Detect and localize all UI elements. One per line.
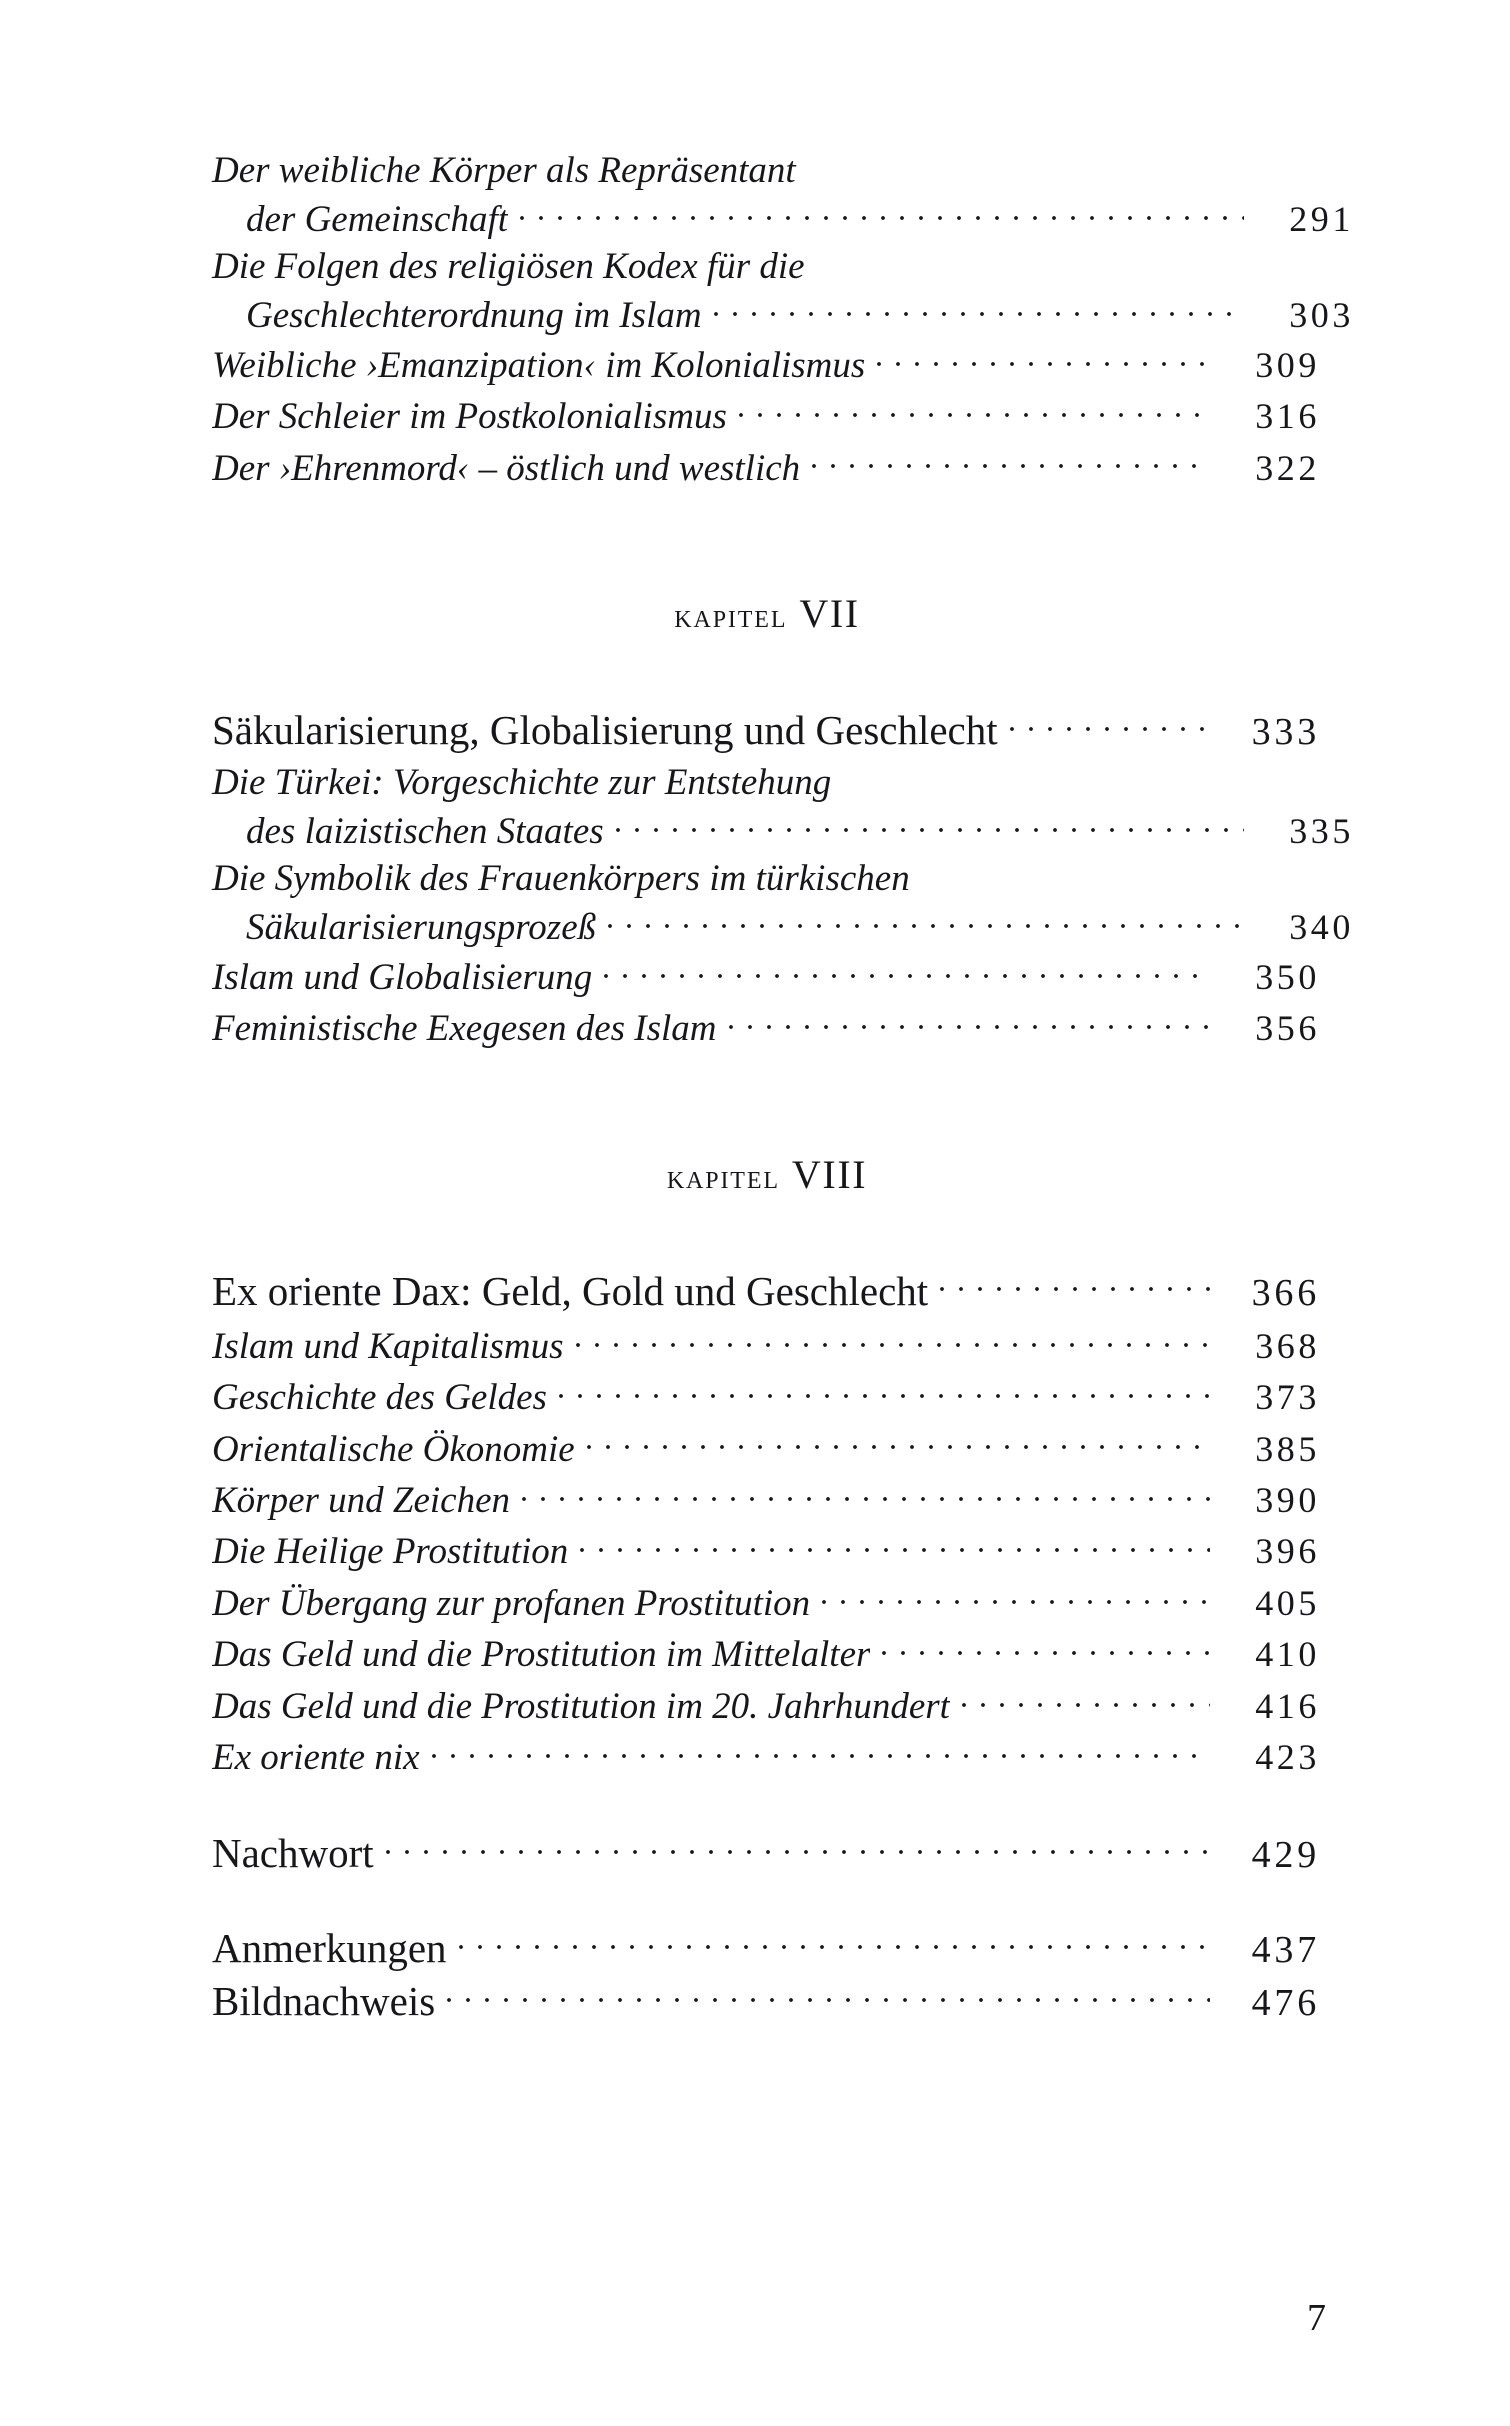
dot-leader — [386, 1826, 1210, 1867]
toc-entry-line: Islam und Kapitalismus — [212, 1325, 564, 1367]
toc-entry-line: Ex oriente Dax: Geld, Gold und Geschlecht — [212, 1267, 929, 1314]
chapter-heading-vii — [212, 590, 1322, 637]
dot-leader — [877, 340, 1210, 377]
toc-page-number: 416 — [1255, 1685, 1320, 1726]
toc-section-chapter-vi-continued — [212, 148, 1354, 492]
toc-entry — [212, 1475, 1322, 1524]
dot-leader — [559, 1372, 1210, 1409]
toc-entry-line: Das Geld und die Prostitution im Mittelalter — [212, 1634, 871, 1676]
toc-entry-line: Der Übergang zur profanen Prostitution — [212, 1582, 811, 1624]
toc-entry — [212, 760, 1354, 856]
dot-leader — [729, 1003, 1211, 1040]
toc-entry — [212, 1321, 1322, 1370]
toc-page-number: 333 — [1251, 710, 1320, 753]
toc-page-number: 385 — [1255, 1428, 1320, 1469]
toc-entry — [212, 443, 1322, 492]
toc-page-number: 322 — [1255, 447, 1320, 488]
toc-entry — [212, 952, 1322, 1001]
toc-page-number: 396 — [1255, 1531, 1320, 1572]
toc-page-number: 368 — [1255, 1325, 1320, 1366]
dot-leader — [520, 194, 1244, 231]
toc-page-number: 410 — [1255, 1634, 1320, 1675]
toc-entry-line: Die Folgen des religiösen Kodex für die — [212, 245, 805, 287]
dot-leader — [962, 1681, 1210, 1718]
toc-entry — [212, 244, 1354, 340]
dot-leader — [714, 290, 1244, 327]
toc-page-number: 437 — [1251, 1928, 1320, 1971]
toc-entry-line: des laizistischen Staates — [246, 811, 604, 853]
toc-entry — [212, 1526, 1322, 1575]
toc-entry — [212, 1681, 1322, 1730]
toc-entry-line: Geschichte des Geldes — [212, 1377, 547, 1419]
toc-entry-nachwort — [212, 1826, 1322, 1879]
toc-entry — [212, 340, 1322, 389]
toc-page-number: 476 — [1251, 1981, 1320, 2024]
chapter-heading-viii — [212, 1151, 1322, 1198]
toc-entry-line: Das Geld und die Prostitution im 20. Jahrhundert — [212, 1685, 950, 1727]
toc-entry-line: Ex oriente nix — [212, 1737, 420, 1779]
toc-page-number: 335 — [1289, 811, 1354, 852]
toc-entry-line: Die Türkei: Vorgeschichte zur Entstehung — [212, 762, 832, 804]
dot-leader — [608, 902, 1244, 939]
toc-entry — [212, 1732, 1322, 1781]
spacer — [212, 494, 1322, 590]
toc-entry-line: Säkularisierungsprozeß — [246, 907, 597, 949]
toc-page-number: 340 — [1289, 907, 1354, 948]
dot-leader — [1010, 703, 1210, 744]
dot-leader — [822, 1578, 1210, 1615]
toc-chapter-title-entry — [212, 703, 1322, 756]
dot-leader — [447, 1974, 1210, 2015]
toc-content — [212, 148, 1354, 2027]
toc-entry-line: Der ›Ehrenmord‹ – östlich und westlich — [212, 447, 801, 489]
toc-entry-line: Säkularisierung, Globalisierung und Geschlecht — [212, 706, 998, 753]
toc-page-number: 350 — [1255, 956, 1320, 997]
dot-leader — [940, 1264, 1210, 1305]
toc-entry-line: Der Schleier im Postkolonialismus — [212, 396, 727, 438]
toc-entry — [212, 856, 1354, 952]
chapter-heading-word: kapitel — [666, 1158, 780, 1196]
toc-entry — [212, 391, 1322, 440]
spacer — [212, 1784, 1322, 1826]
chapter-heading-numeral: VII — [799, 590, 860, 636]
toc-entry — [212, 1372, 1322, 1421]
dot-leader — [616, 806, 1244, 843]
toc-entry-anmerkungen — [212, 1921, 1322, 1974]
toc-entry — [212, 1003, 1322, 1052]
toc-page-number: 405 — [1255, 1582, 1320, 1623]
toc-entry-bildnachweis — [212, 1974, 1322, 2027]
toc-entry-line: der Gemeinschaft — [246, 199, 509, 241]
dot-leader — [580, 1526, 1210, 1563]
spacer — [212, 1879, 1322, 1921]
toc-page-number: 390 — [1255, 1479, 1320, 1520]
toc-page-number: 366 — [1251, 1271, 1320, 1314]
toc-entry-line: Orientalische Ökonomie — [212, 1428, 575, 1470]
toc-entry — [212, 148, 1354, 244]
toc-page-number: 373 — [1255, 1377, 1320, 1418]
dot-leader — [576, 1321, 1210, 1358]
toc-chapter-title-entry — [212, 1264, 1322, 1317]
toc-entry-line: Anmerkungen — [212, 1924, 447, 1971]
chapter-heading-numeral: VIII — [791, 1151, 868, 1197]
dot-leader — [432, 1732, 1210, 1769]
page-folio-number: 7 — [1307, 2297, 1326, 2339]
toc-entry-line: Nachwort — [212, 1829, 374, 1876]
toc-entry-line: Geschlechterordnung im Islam — [246, 295, 702, 337]
toc-entry-line: Bildnachweis — [212, 1977, 436, 2024]
spacer — [212, 637, 1322, 703]
toc-page-number: 309 — [1255, 344, 1320, 385]
toc-entry — [212, 1629, 1322, 1678]
dot-leader — [604, 952, 1210, 989]
toc-page-number: 303 — [1289, 295, 1354, 336]
toc-page-number: 423 — [1255, 1737, 1320, 1778]
toc-page-number: 291 — [1289, 199, 1354, 240]
dot-leader — [812, 443, 1210, 480]
dot-leader — [739, 391, 1210, 428]
dot-leader — [882, 1629, 1210, 1666]
toc-entry-line: Feministische Exegesen des Islam — [212, 1008, 717, 1050]
spacer — [212, 1198, 1322, 1264]
toc-entry-line: Islam und Globalisierung — [212, 956, 593, 998]
toc-entry-line: Der weibliche Körper als Repräsentant — [212, 150, 796, 191]
toc-page-number: 429 — [1251, 1833, 1320, 1876]
spacer — [212, 1055, 1322, 1151]
dot-leader — [587, 1424, 1210, 1461]
toc-entry-line: Die Symbolik des Frauenkörpers im türkischen — [212, 857, 910, 899]
toc-entry-line: Körper und Zeichen — [212, 1479, 511, 1521]
dot-leader — [459, 1921, 1210, 1962]
toc-page-number: 316 — [1255, 396, 1320, 437]
toc-entry — [212, 1424, 1322, 1473]
dot-leader — [522, 1475, 1210, 1512]
toc-entry — [212, 1578, 1322, 1627]
toc-entry-line: Weibliche ›Emanzipation‹ im Kolonialismus — [212, 344, 866, 386]
toc-page-number: 356 — [1255, 1008, 1320, 1049]
toc-entry-line: Die Heilige Prostitution — [212, 1531, 569, 1573]
chapter-heading-word: kapitel — [674, 597, 788, 635]
